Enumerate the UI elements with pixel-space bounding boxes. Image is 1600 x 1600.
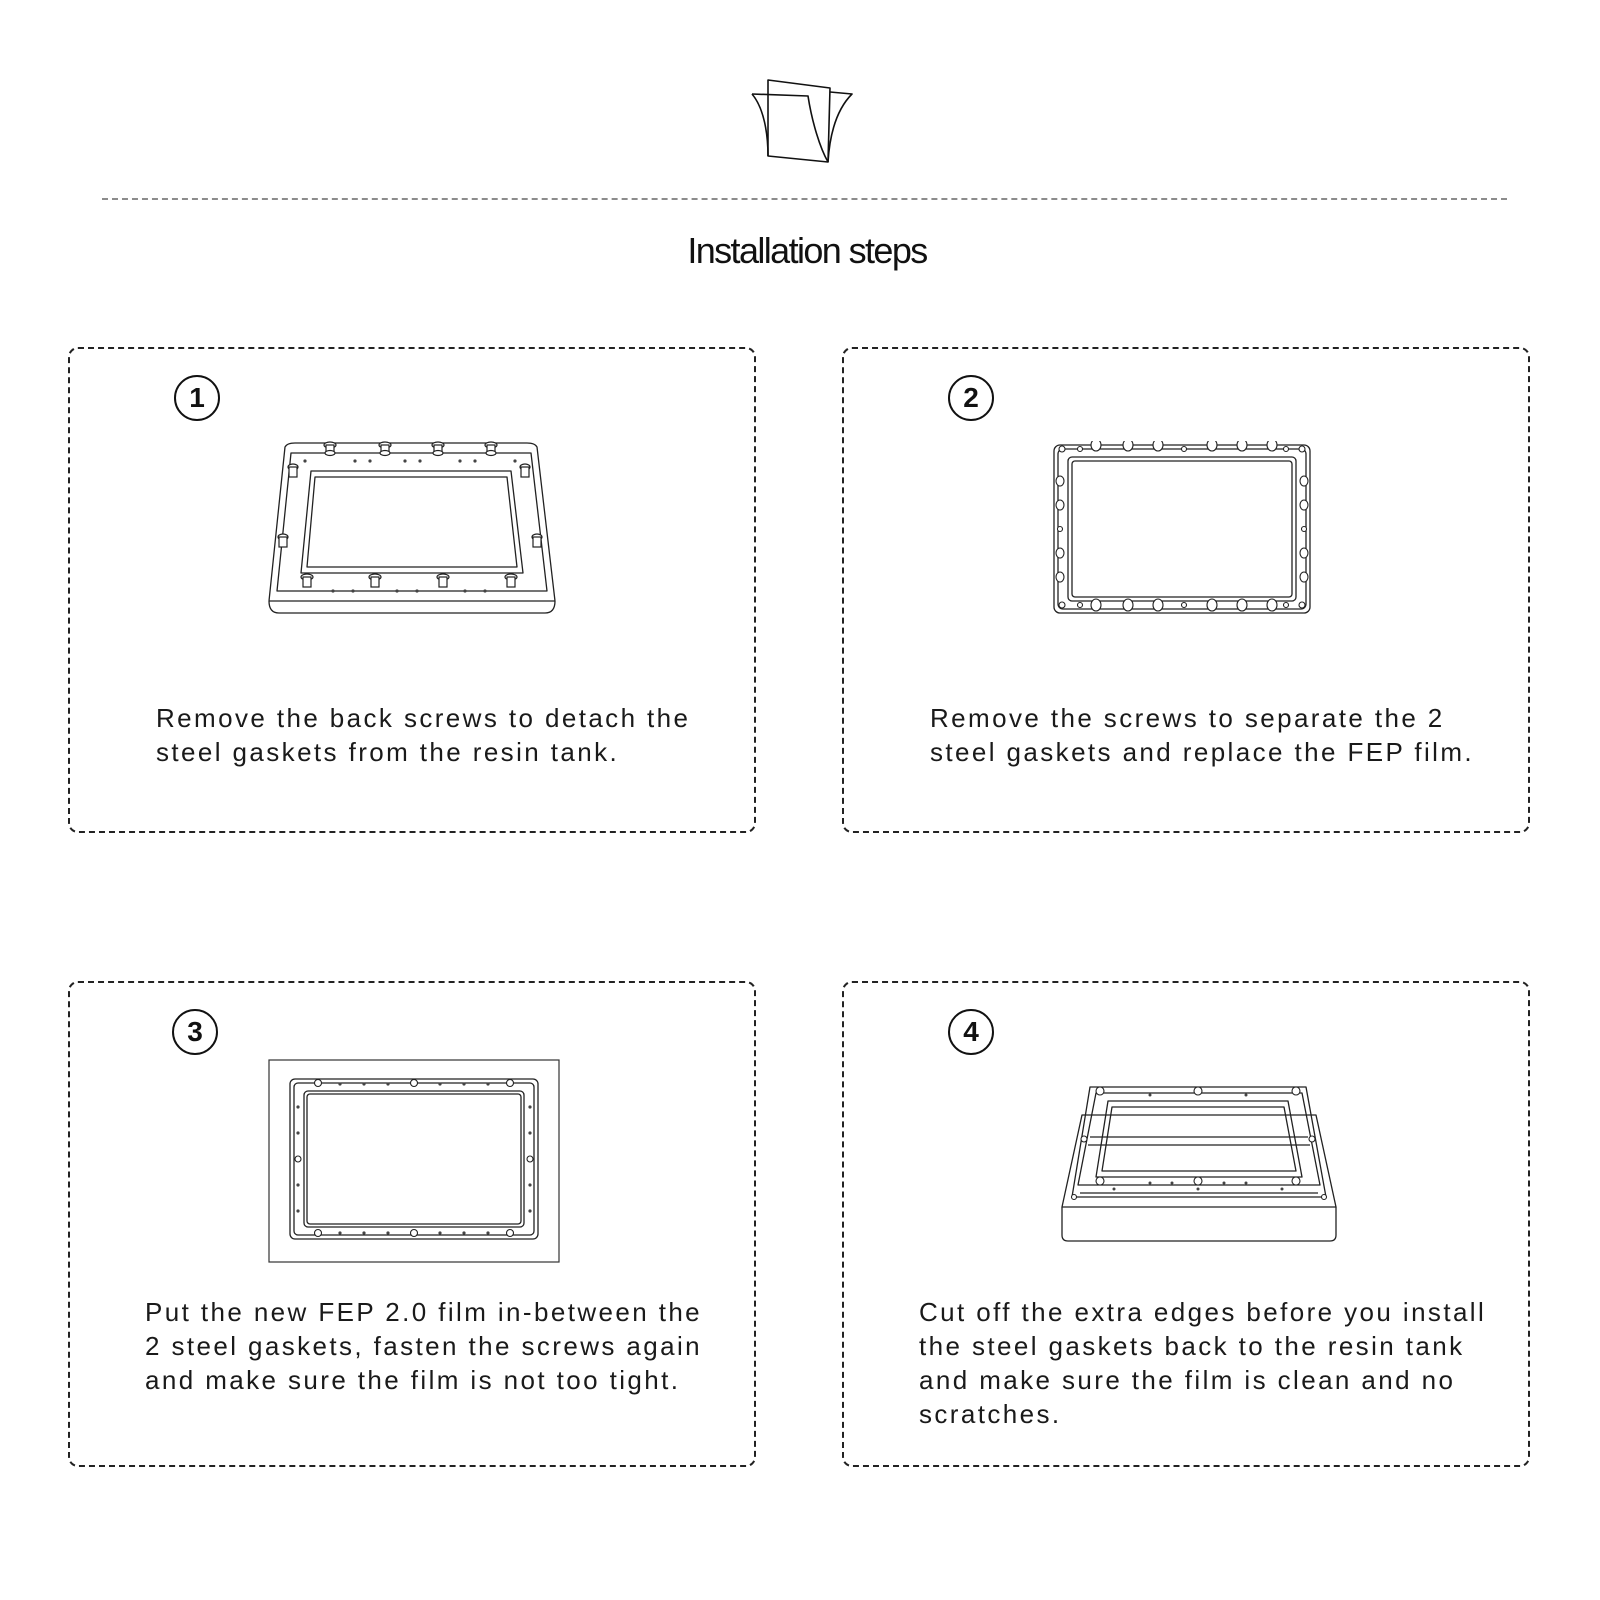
- step-card-4: [842, 981, 1530, 1467]
- fep-film-sheet-icon: [750, 78, 854, 166]
- header-divider: [102, 198, 1507, 200]
- step-card-1: [68, 347, 756, 833]
- step-number-2: 2: [948, 375, 994, 421]
- steel-gaskets-icon: [1052, 441, 1314, 617]
- step-number-4: 4: [948, 1009, 994, 1055]
- page-title: Installation steps: [687, 230, 927, 271]
- step-text-3: Put the new FEP 2.0 film in-between the 2 steel gaskets, fasten the screws again and make sure the film is not too tight.: [145, 1297, 703, 1395]
- step-text-4: Cut off the extra edges before you install the steel gaskets back to the resin tank and make sure the film is clean and no scratches.: [919, 1297, 1487, 1429]
- reinstalled-tank-icon: [1060, 1085, 1340, 1245]
- film-between-gaskets-icon: [268, 1059, 560, 1263]
- resin-tank-frame-icon: [265, 441, 565, 621]
- step-text-1: Remove the back screws to detach the steel gaskets from the resin tank.: [156, 703, 691, 767]
- step-card-2: [842, 347, 1530, 833]
- step-number-1: 1: [174, 375, 220, 421]
- step-text-2: Remove the screws to separate the 2 steel gaskets and replace the FEP film.: [930, 703, 1475, 767]
- step-number-3: 3: [172, 1009, 218, 1055]
- step-card-3: [68, 981, 756, 1467]
